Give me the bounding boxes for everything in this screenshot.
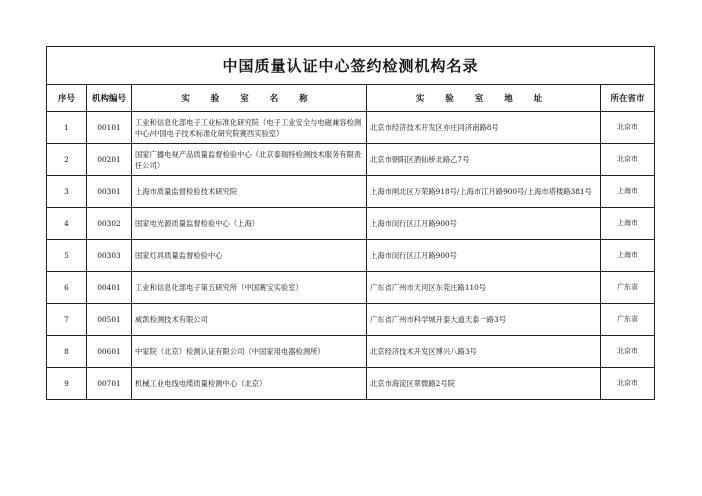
row-code: 00401 xyxy=(87,272,132,304)
row-index: 2 xyxy=(47,144,87,176)
row-lab-name: 工业和信息化部电子工业标准化研究院（电子工业安全与电磁兼容检测中心/中国电子技术标准化研究院赛西实验室） xyxy=(132,112,367,144)
title-row xyxy=(47,47,655,85)
header-index: 序号 xyxy=(47,85,87,112)
lab-directory-table xyxy=(46,46,655,400)
row-index: 1 xyxy=(47,112,87,144)
row-lab-address: 上海市闸北区万荣路918号/上海市江月路900号/上海市塔楼路381号 xyxy=(367,176,601,208)
header-province: 所在省市 xyxy=(601,85,655,112)
row-code: 00501 xyxy=(87,304,132,336)
row-index: 9 xyxy=(47,368,87,400)
row-lab-name: 中家院（北京）检测认证有限公司（中国家用电器检测所） xyxy=(132,336,367,368)
row-index: 7 xyxy=(47,304,87,336)
row-index: 8 xyxy=(47,336,87,368)
table-row xyxy=(47,272,655,304)
row-lab-address: 北京市海淀区翠微路2号院 xyxy=(367,368,601,400)
table-row xyxy=(47,304,655,336)
row-code: 00201 xyxy=(87,144,132,176)
row-province: 北京市 xyxy=(601,368,655,400)
row-lab-name: 威凯检测技术有限公司 xyxy=(132,304,367,336)
table-row xyxy=(47,336,655,368)
row-lab-address: 北京经济技术开发区博兴八路3号 xyxy=(367,336,601,368)
row-province: 上海市 xyxy=(601,208,655,240)
row-province: 广东省 xyxy=(601,272,655,304)
row-lab-address: 北京市朝阳区酒仙桥北路乙7号 xyxy=(367,144,601,176)
header-row xyxy=(47,85,655,112)
header-lab-name: 实 验 室 名 称 xyxy=(132,85,367,112)
lab-directory-sheet xyxy=(46,46,654,424)
row-lab-address: 上海市闵行区江月路900号 xyxy=(367,208,601,240)
row-code: 00601 xyxy=(87,336,132,368)
row-lab-name: 工业和信息化部电子第五研究所（中国赛宝实验室） xyxy=(132,272,367,304)
row-province: 广东省 xyxy=(601,304,655,336)
row-index: 6 xyxy=(47,272,87,304)
row-province: 上海市 xyxy=(601,240,655,272)
row-province: 北京市 xyxy=(601,144,655,176)
row-index: 3 xyxy=(47,176,87,208)
row-province: 北京市 xyxy=(601,336,655,368)
table-row xyxy=(47,144,655,176)
row-code: 00303 xyxy=(87,240,132,272)
header-code: 机构编号 xyxy=(87,85,132,112)
row-code: 00302 xyxy=(87,208,132,240)
row-code: 00101 xyxy=(87,112,132,144)
table-row xyxy=(47,176,655,208)
row-lab-name: 国家电光源质量监督检验中心（上海） xyxy=(132,208,367,240)
row-province: 北京市 xyxy=(601,112,655,144)
row-province: 上海市 xyxy=(601,176,655,208)
table-row xyxy=(47,240,655,272)
row-index: 4 xyxy=(47,208,87,240)
row-lab-address: 北京市经济技术开发区亦庄同济南路8号 xyxy=(367,112,601,144)
row-lab-address: 广东省广州市科学城开泰大道天泰一路3号 xyxy=(367,304,601,336)
table-row xyxy=(47,368,655,400)
row-lab-address: 上海市闵行区江月路900号 xyxy=(367,240,601,272)
document-title: 中国质量认证中心签约检测机构名录 xyxy=(47,47,655,85)
row-code: 00301 xyxy=(87,176,132,208)
header-lab-address: 实 验 室 地 址 xyxy=(367,85,601,112)
table-row xyxy=(47,112,655,144)
table-row xyxy=(47,208,655,240)
row-lab-name: 上海市质量监督检验技术研究院 xyxy=(132,176,367,208)
row-lab-name: 机械工业电线电缆质量检测中心（北京） xyxy=(132,368,367,400)
row-index: 5 xyxy=(47,240,87,272)
row-lab-name: 国家广播电视产品质量监督检验中心（北京泰瑞特检测技术服务有限责任公司） xyxy=(132,144,367,176)
row-lab-name: 国家灯具质量监督检验中心 xyxy=(132,240,367,272)
row-code: 00701 xyxy=(87,368,132,400)
row-lab-address: 广东省广州市天河区东莞庄路110号 xyxy=(367,272,601,304)
